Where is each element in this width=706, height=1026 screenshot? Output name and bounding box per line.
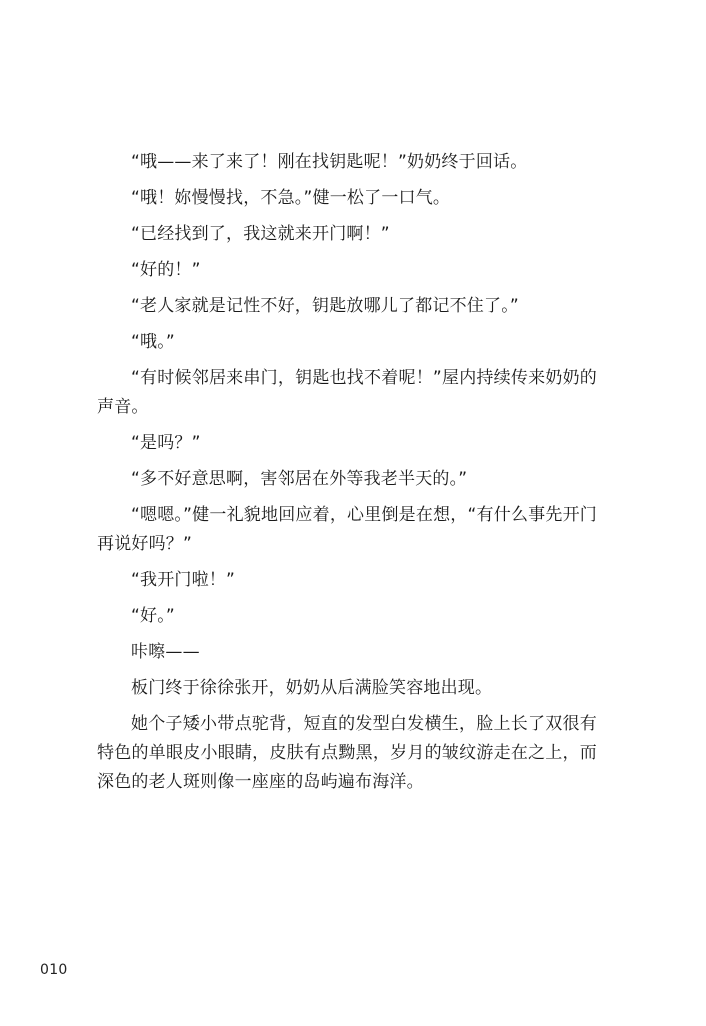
paragraph: 板门终于徐徐张开，奶奶从后满脸笑容地出现。 [131,678,493,698]
paragraph: 她个子矮小带点驼背，短直的发型白发横生，脸上长了双很有特色的单眼皮小眼睛，皮肤有点黝黑，岁月的皱纹游走在之上，而深色的老人斑则像一座座的岛屿遍布海洋。 [97,714,597,792]
paragraph: “有时候邻居来串门，钥匙也找不着呢！”屋内持续传来奶奶的声音。 [97,368,597,417]
paragraph: “嗯嗯。”健一礼貌地回应着，心里倒是在想，“有什么事先开门再说好吗？” [97,505,597,554]
page-number: 010 [40,962,68,978]
paragraph: “是吗？” [131,433,201,453]
paragraph: “我开门啦！” [131,570,236,590]
paragraph: 咔嚓—— [131,642,200,662]
paragraph: “老人家就是记性不好，钥匙放哪儿了都记不住了。” [131,296,519,316]
paragraph: “好的！” [131,260,201,280]
paragraph: “哦。” [131,332,175,352]
paragraph: “哦——来了来了！刚在找钥匙呢！”奶奶终于回话。 [131,152,528,172]
paragraph: “好。” [131,606,175,626]
paragraph: “已经找到了，我这就来开门啊！” [131,224,390,244]
body-text [97,148,597,804]
paragraph: “多不好意思啊，害邻居在外等我老半天的。” [131,469,468,489]
paragraph: “哦！妳慢慢找，不急。”健一松了一口气。 [131,188,451,208]
